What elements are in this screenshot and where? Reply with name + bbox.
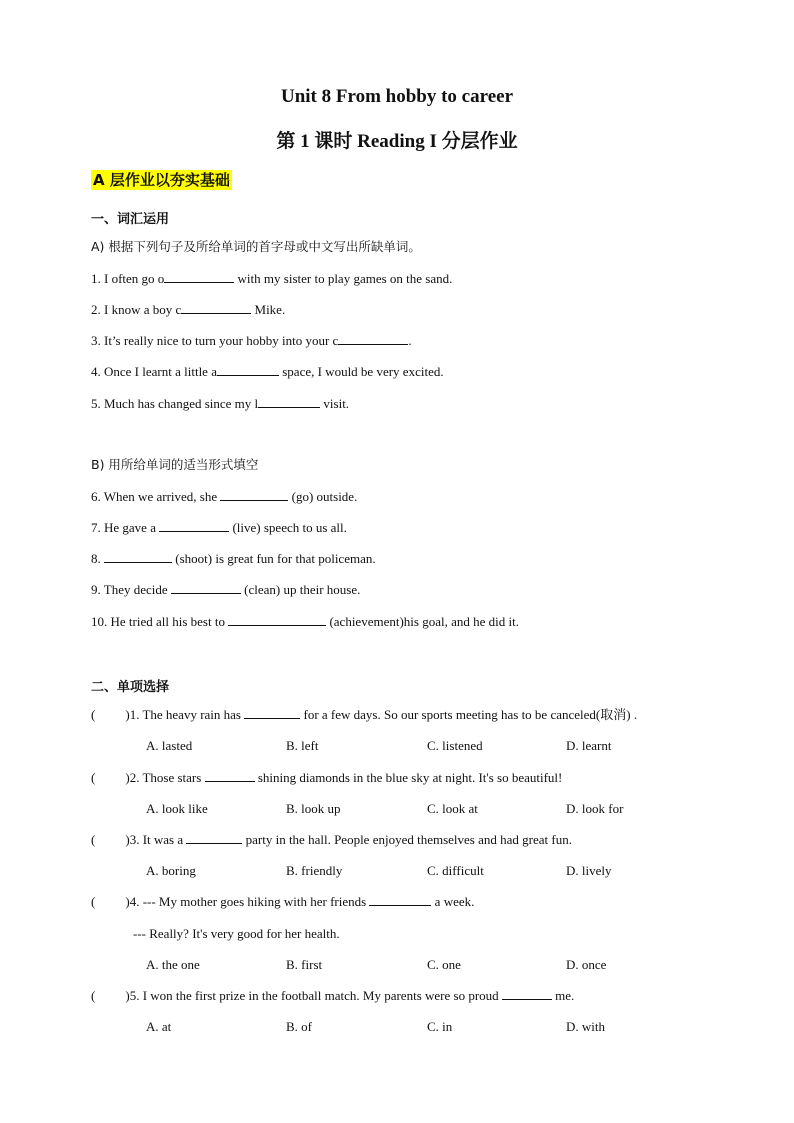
answer-blank	[205, 769, 255, 782]
question-9: 9. They decide (clean) up their house.	[91, 582, 361, 597]
option-c[interactable]: C. one	[427, 957, 461, 972]
answer-blank[interactable]	[220, 488, 288, 501]
answer-blank[interactable]	[217, 363, 279, 376]
question-6: 6. When we arrived, she (go) outside.	[91, 489, 358, 504]
answer-blank	[369, 893, 431, 906]
instruction-a: A) 根据下列句子及所给单词的首字母或中文写出所缺单词。	[91, 239, 421, 254]
question-10: 10. He tried all his best to (achievement)his goal, and he did it.	[91, 614, 519, 629]
question-7: 7. He gave a (live) speech to us all.	[91, 520, 347, 535]
question-3: 3. It’s really nice to turn your hobby into your c .	[91, 333, 412, 348]
option-a[interactable]: A. boring	[146, 863, 196, 878]
option-c[interactable]: C. difficult	[427, 863, 484, 878]
option-b[interactable]: B. of	[286, 1019, 312, 1034]
question-8: 8. (shoot) is great fun for that policeman.	[91, 551, 376, 566]
instruction-b: B) 用所给单词的适当形式填空	[91, 457, 259, 472]
page-title: Unit 8 From hobby to career	[280, 86, 514, 107]
question-2: 2. I know a boy c Mike.	[91, 302, 286, 317]
option-c[interactable]: C. look at	[427, 801, 478, 816]
option-a[interactable]: A. lasted	[146, 738, 193, 753]
answer-blank[interactable]	[171, 581, 241, 594]
option-b[interactable]: B. look up	[286, 801, 341, 816]
option-d[interactable]: D. learnt	[566, 738, 612, 753]
answer-blank[interactable]	[228, 613, 326, 626]
option-d[interactable]: D. with	[566, 1019, 605, 1034]
answer-blank	[244, 706, 300, 719]
mc-question-4-reply: --- Really? It's very good for her health.	[133, 926, 340, 941]
option-c[interactable]: C. in	[427, 1019, 453, 1034]
answer-blank[interactable]	[164, 270, 234, 283]
answer-blank	[186, 831, 242, 844]
option-a[interactable]: A. the one	[146, 957, 200, 972]
mc-question-1: ( )1. The heavy rain has for a few days. So our sports meeting has to be canceled(取消) .	[91, 707, 638, 722]
option-a[interactable]: A. look like	[146, 801, 208, 816]
option-d[interactable]: D. once	[566, 957, 607, 972]
mc-question-2: ( )2. Those stars shining diamonds in the blue sky at night. It's so beautiful!	[91, 770, 563, 785]
answer-blank	[502, 987, 552, 1000]
option-d[interactable]: D. lively	[566, 863, 612, 878]
question-1: 1. I often go o with my sister to play games on the sand.	[91, 271, 453, 286]
answer-blank[interactable]	[181, 301, 251, 314]
question-5: 5. Much has changed since my l visit.	[91, 396, 350, 411]
option-a[interactable]: A. at	[146, 1019, 172, 1034]
part1-heading: 一、词汇运用	[91, 212, 170, 227]
mc-question-5: ( )5. I won the first prize in the football match. My parents were so proud me.	[91, 988, 575, 1003]
answer-blank[interactable]	[159, 519, 229, 532]
part2-heading: 二、单项选择	[91, 680, 170, 695]
section-a-label: A 层作业以夯实基础	[93, 171, 230, 189]
answer-blank[interactable]	[104, 550, 172, 563]
option-b[interactable]: B. first	[286, 957, 323, 972]
option-d[interactable]: D. look for	[566, 801, 624, 816]
option-b[interactable]: B. left	[286, 738, 319, 753]
answer-blank[interactable]	[338, 332, 408, 345]
page-subtitle: 第 1 课时 Reading I 分层作业	[276, 131, 518, 152]
answer-blank[interactable]	[258, 395, 320, 408]
question-4: 4. Once I learnt a little a space, I would be very excited.	[91, 364, 444, 379]
option-b[interactable]: B. friendly	[286, 863, 343, 878]
option-c[interactable]: C. listened	[427, 738, 483, 753]
mc-question-3: ( )3. It was a party in the hall. People enjoyed themselves and had great fun.	[91, 832, 572, 847]
mc-question-4: ( )4. --- My mother goes hiking with her friends a week.	[91, 894, 475, 909]
